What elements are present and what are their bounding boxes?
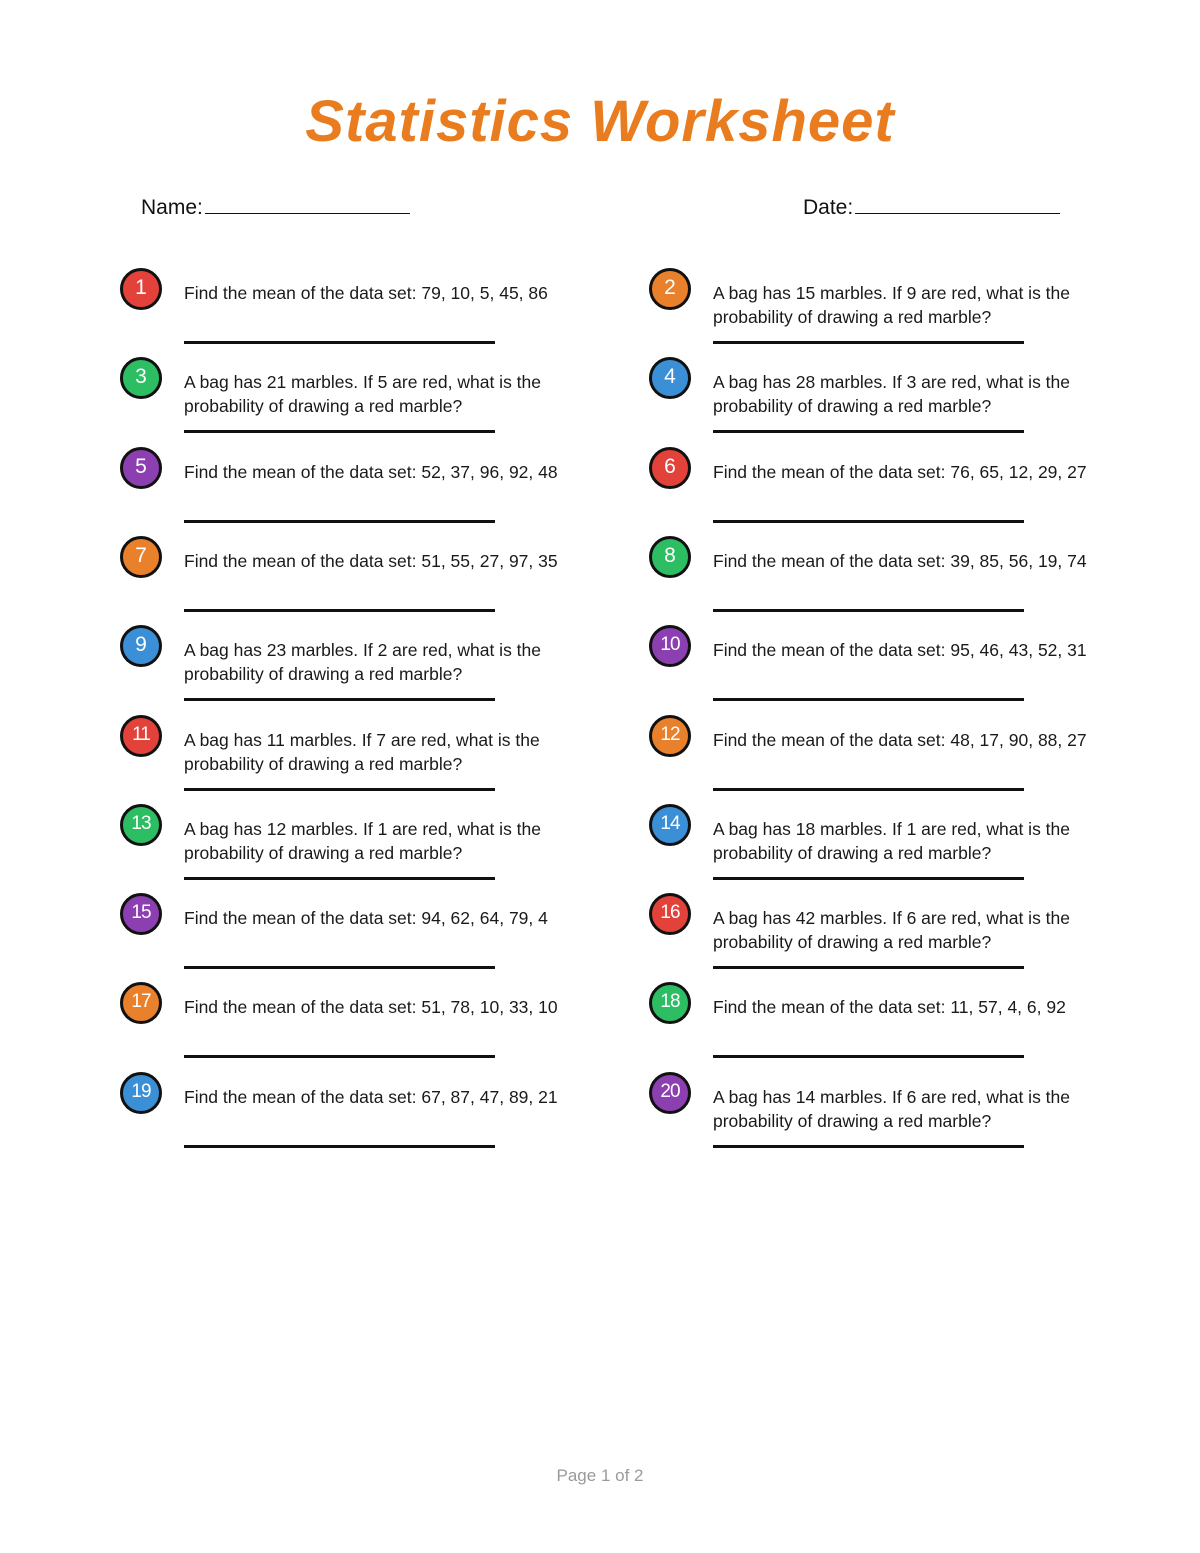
problem-text: Find the mean of the data set: 94, 62, 64, 79, 4 [184, 908, 548, 928]
answer-line[interactable] [713, 520, 1024, 523]
problem-text: A bag has 42 marbles. If 6 are red, what is the probability of drawing a red marble? [713, 908, 1071, 952]
problem-number-badge: 12 [649, 715, 691, 757]
answer-line[interactable] [184, 698, 495, 701]
problem-text: Find the mean of the data set: 76, 65, 12, 29, 27 [713, 462, 1087, 482]
problem-number-badge: 3 [120, 357, 162, 399]
problem-number-badge: 20 [649, 1072, 691, 1114]
problem-item [649, 536, 1089, 616]
problem-text: A bag has 12 marbles. If 1 are red, what is the probability of drawing a red marble? [184, 819, 542, 863]
page-footer: Page 1 of 2 [556, 1466, 644, 1485]
problem-text: Find the mean of the data set: 39, 85, 56, 19, 74 [713, 551, 1087, 571]
problem-number-badge: 7 [120, 536, 162, 578]
problem-item [120, 447, 560, 527]
problem-number-badge: 9 [120, 625, 162, 667]
problem-number-badge: 5 [120, 447, 162, 489]
problem-text: Find the mean of the data set: 52, 37, 96, 92, 48 [184, 462, 558, 482]
problem-text: A bag has 28 marbles. If 3 are red, what is the probability of drawing a red marble? [713, 372, 1071, 416]
answer-line[interactable] [713, 788, 1024, 791]
problem-text: Find the mean of the data set: 79, 10, 5, 45, 86 [184, 283, 548, 303]
problem-number-badge: 18 [649, 982, 691, 1024]
problem-item [120, 893, 560, 973]
problem-number-badge: 6 [649, 447, 691, 489]
problem-number-badge: 19 [120, 1072, 162, 1114]
date-blank-line[interactable] [855, 193, 1060, 214]
answer-line[interactable] [184, 341, 495, 344]
problem-number-badge: 10 [649, 625, 691, 667]
date-field[interactable] [803, 193, 1060, 220]
answer-line[interactable] [184, 877, 495, 880]
answer-line[interactable] [184, 788, 495, 791]
answer-line[interactable] [713, 1055, 1024, 1058]
answer-line[interactable] [184, 1145, 495, 1148]
problem-item [649, 447, 1089, 527]
problem-item [649, 893, 1089, 973]
answer-line[interactable] [184, 520, 495, 523]
answer-line[interactable] [713, 430, 1024, 433]
problem-item [649, 804, 1089, 884]
problem-item [649, 1072, 1089, 1152]
problem-number-badge: 16 [649, 893, 691, 935]
name-label: Name: [141, 196, 203, 219]
answer-line[interactable] [184, 609, 495, 612]
problem-number-badge: 14 [649, 804, 691, 846]
answer-line[interactable] [184, 430, 495, 433]
problem-number-badge: 15 [120, 893, 162, 935]
problem-text: A bag has 11 marbles. If 7 are red, what is the probability of drawing a red marble? [184, 730, 540, 774]
problem-text: Find the mean of the data set: 51, 78, 10, 33, 10 [184, 997, 558, 1017]
problem-text: A bag has 14 marbles. If 6 are red, what is the probability of drawing a red marble? [713, 1087, 1071, 1131]
problem-text: A bag has 21 marbles. If 5 are red, what is the probability of drawing a red marble? [184, 372, 542, 416]
problem-text: A bag has 18 marbles. If 1 are red, what is the probability of drawing a red marble? [713, 819, 1071, 863]
problem-item [649, 357, 1089, 437]
problem-item [120, 536, 560, 616]
page-title: Statistics Worksheet [305, 89, 895, 154]
problem-text: Find the mean of the data set: 11, 57, 4, 6, 92 [713, 997, 1066, 1017]
problem-item [120, 982, 560, 1062]
answer-line[interactable] [713, 877, 1024, 880]
answer-line[interactable] [713, 1145, 1024, 1148]
answer-line[interactable] [184, 966, 495, 969]
answer-line[interactable] [713, 966, 1024, 969]
problem-number-badge: 1 [120, 268, 162, 310]
answer-line[interactable] [713, 341, 1024, 344]
problem-item [649, 982, 1089, 1062]
problem-number-badge: 4 [649, 357, 691, 399]
problem-item [120, 804, 560, 884]
problem-number-badge: 11 [120, 715, 162, 757]
date-label: Date: [803, 196, 854, 219]
answer-line[interactable] [713, 609, 1024, 612]
problem-item [120, 625, 560, 705]
problem-item [120, 268, 560, 348]
problem-text: Find the mean of the data set: 67, 87, 47, 89, 21 [184, 1087, 558, 1107]
answer-line[interactable] [713, 698, 1024, 701]
problem-item [649, 715, 1089, 795]
problem-item [649, 625, 1089, 705]
problem-number-badge: 13 [120, 804, 162, 846]
problem-text: A bag has 15 marbles. If 9 are red, what is the probability of drawing a red marble? [713, 283, 1071, 327]
problem-text: Find the mean of the data set: 48, 17, 90, 88, 27 [713, 730, 1087, 750]
problem-item [120, 1072, 560, 1152]
problem-number-badge: 2 [649, 268, 691, 310]
problem-item [120, 715, 560, 795]
problem-item [649, 268, 1089, 348]
problem-number-badge: 8 [649, 536, 691, 578]
problem-text: A bag has 23 marbles. If 2 are red, what is the probability of drawing a red marble? [184, 640, 542, 684]
name-field[interactable] [141, 193, 410, 220]
problem-item [120, 357, 560, 437]
problem-text: Find the mean of the data set: 51, 55, 27, 97, 35 [184, 551, 558, 571]
answer-line[interactable] [184, 1055, 495, 1058]
problem-text: Find the mean of the data set: 95, 46, 43, 52, 31 [713, 640, 1087, 660]
name-blank-line[interactable] [205, 193, 410, 214]
problem-number-badge: 17 [120, 982, 162, 1024]
